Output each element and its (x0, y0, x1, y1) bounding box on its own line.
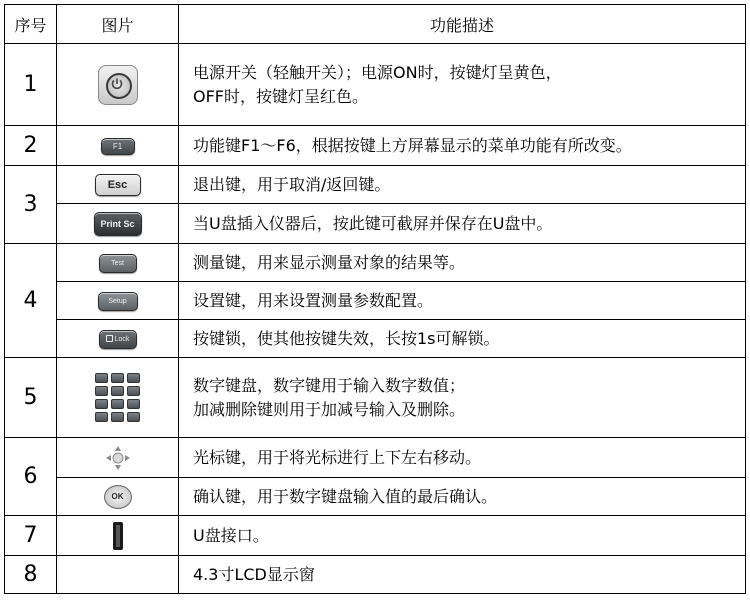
numeric-keypad-icon (92, 370, 143, 425)
row-description: 按键锁，使其他按键失效，长按1s可解锁。 (179, 320, 746, 358)
row-description: 电源开关（轻触开关）；电源ON时，按键灯呈黄色， OFF时，按键灯呈红色。 (179, 44, 746, 126)
padlock-icon (106, 335, 113, 342)
esc-key-icon: Esc (95, 174, 141, 196)
arrow-keys-icon (105, 445, 131, 471)
row-description: 测量键，用来显示测量对象的结果等。 (179, 244, 746, 282)
row-picture (57, 44, 179, 126)
f1-key-icon: F1 (101, 138, 135, 155)
row-picture (57, 478, 179, 516)
row-picture (57, 358, 179, 438)
header-description: 功能描述 (179, 5, 746, 44)
table-row (5, 556, 746, 594)
row-description: 退出键，用于取消/返回键。 (179, 166, 746, 204)
row-number: 5 (5, 358, 57, 438)
row-number: 8 (5, 556, 57, 594)
row-number: 7 (5, 516, 57, 556)
row-picture (57, 438, 179, 478)
table-row (5, 478, 746, 516)
usb-port-icon (113, 522, 123, 550)
ok-button-icon: OK (104, 485, 132, 509)
setup-key-icon: Setup (98, 292, 138, 311)
row-number: 6 (5, 438, 57, 516)
row-description: 功能键F1～F6，根据按键上方屏幕显示的菜单功能有所改变。 (179, 126, 746, 166)
row-description: 确认键，用于数字键盘输入值的最后确认。 (179, 478, 746, 516)
table-row (5, 320, 746, 358)
lock-key-icon: Lock (99, 330, 137, 349)
table-row (5, 166, 746, 204)
row-number: 4 (5, 244, 57, 358)
row-picture (57, 516, 179, 556)
row-picture (57, 244, 179, 282)
table-row (5, 204, 746, 244)
row-description: 设置键，用来设置测量参数配置。 (179, 282, 746, 320)
row-picture (57, 320, 179, 358)
table-row (5, 358, 746, 438)
table-row (5, 44, 746, 126)
row-picture (57, 282, 179, 320)
table-header-row (5, 5, 746, 44)
row-picture (57, 556, 179, 594)
row-description: 数字键盘，数字键用于输入数字数值； 加减删除键则用于加减号输入及删除。 (179, 358, 746, 438)
table-row (5, 244, 746, 282)
row-description: 光标键，用于将光标进行上下左右移动。 (179, 438, 746, 478)
test-key-icon: Test (99, 254, 137, 273)
row-picture (57, 126, 179, 166)
row-description: 4.3寸LCD显示窗 (179, 556, 746, 594)
row-number: 3 (5, 166, 57, 244)
row-number: 2 (5, 126, 57, 166)
table-row (5, 516, 746, 556)
header-number: 序号 (5, 5, 57, 44)
row-description: 当U盘插入仪器后，按此键可截屏并保存在U盘中。 (179, 204, 746, 244)
row-picture (57, 166, 179, 204)
print-screen-key-icon: Print Sc (94, 212, 142, 236)
row-picture (57, 204, 179, 244)
row-description: U盘接口。 (179, 516, 746, 556)
power-button-icon (98, 65, 138, 105)
table-row (5, 126, 746, 166)
header-picture: 图片 (57, 5, 179, 44)
function-table (4, 4, 746, 594)
table-row (5, 282, 746, 320)
table-row (5, 438, 746, 478)
row-number: 1 (5, 44, 57, 126)
